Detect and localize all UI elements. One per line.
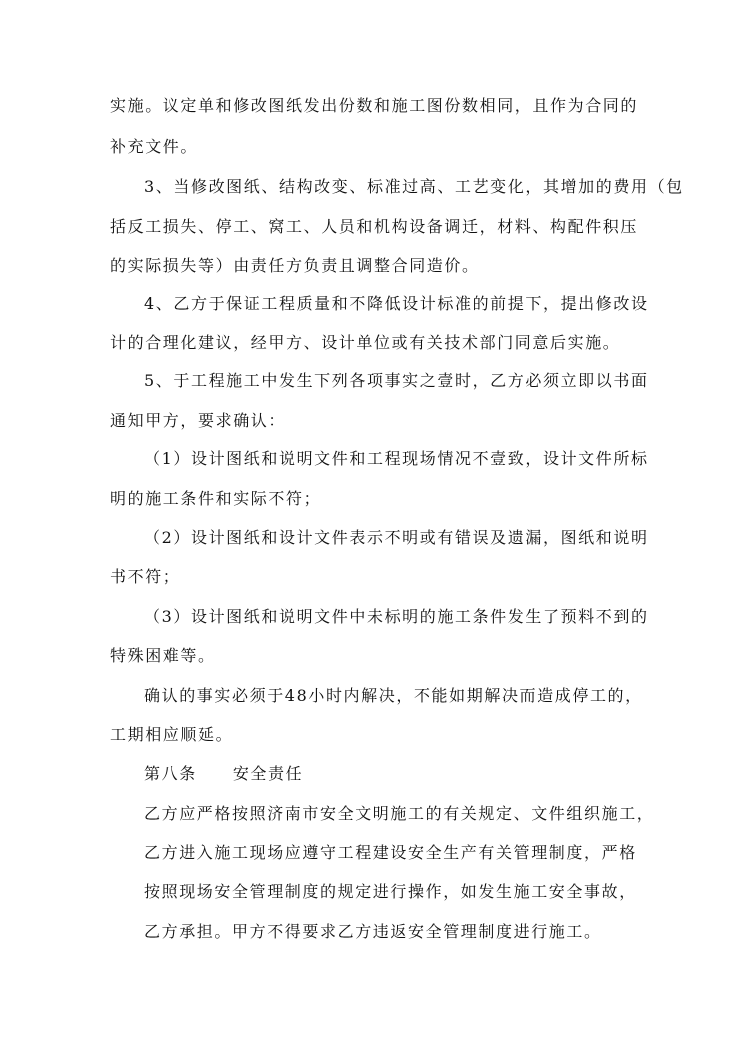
confirmation-line-2: 工期相应顺延。 — [110, 725, 234, 744]
item-1-line-2: 明的施工条件和实际不符； — [110, 489, 322, 508]
item-3-line-2: 特殊困难等。 — [110, 646, 216, 665]
clause-3-line-1: 3、当修改图纸、结构改变、标准过高、工艺变化，其增加的费用（包 — [144, 177, 684, 196]
clause-4-line-1: 4、乙方于保证工程质量和不降低设计标准的前提下，提出修改设 — [144, 294, 649, 313]
item-2-line-1: （2）设计图纸和设计文件表示不明或有错误及遗漏，图纸和说明 — [144, 528, 649, 547]
article-heading — [144, 764, 303, 784]
clause-3-line-2: 括反工损失、停工、窝工、人员和机构设备调迁，材料、构配件积压 — [110, 217, 639, 236]
safety-line-2: 乙方进入施工现场应遵守工程建设安全生产有关管理制度，严格 — [144, 843, 637, 862]
clause-4-line-2: 计的合理化建议，经甲方、设计单位或有关技术部门同意后实施。 — [110, 333, 621, 352]
item-3-line-1: （3）设计图纸和说明文件中未标明的施工条件发生了预料不到的 — [144, 607, 649, 626]
clause-3-line-3: 的实际损失等）由责任方负责且调整合同造价。 — [110, 256, 480, 275]
clause-5-line-1: 5、于工程施工中发生下列各项事实之壹时，乙方必须立即以书面 — [144, 371, 649, 390]
confirmation-line-1: 确认的事实必须于48小时内解决，不能如期解决而造成停工的， — [144, 686, 643, 705]
article-title: 安全责任 — [232, 764, 304, 783]
item-2-line-2: 书不符； — [110, 567, 181, 586]
safety-line-3: 按照现场安全管理制度的规定进行操作，如发生施工安全事故， — [144, 882, 637, 901]
body-line-2: 补充文件。 — [110, 137, 199, 156]
safety-line-4: 乙方承担。甲方不得要求乙方违返安全管理制度进行施工。 — [144, 922, 602, 941]
clause-5-line-2: 通知甲方，要求确认： — [110, 411, 287, 430]
safety-line-1: 乙方应严格按照济南市安全文明施工的有关规定、文件组织施工， — [144, 804, 655, 823]
body-line-1: 实施。议定单和修改图纸发出份数和施工图份数相同，且作为合同的 — [110, 96, 639, 115]
article-number: 第八条 — [144, 764, 197, 783]
item-1-line-1: （1）设计图纸和说明文件和工程现场情况不壹致，设计文件所标 — [144, 449, 649, 468]
